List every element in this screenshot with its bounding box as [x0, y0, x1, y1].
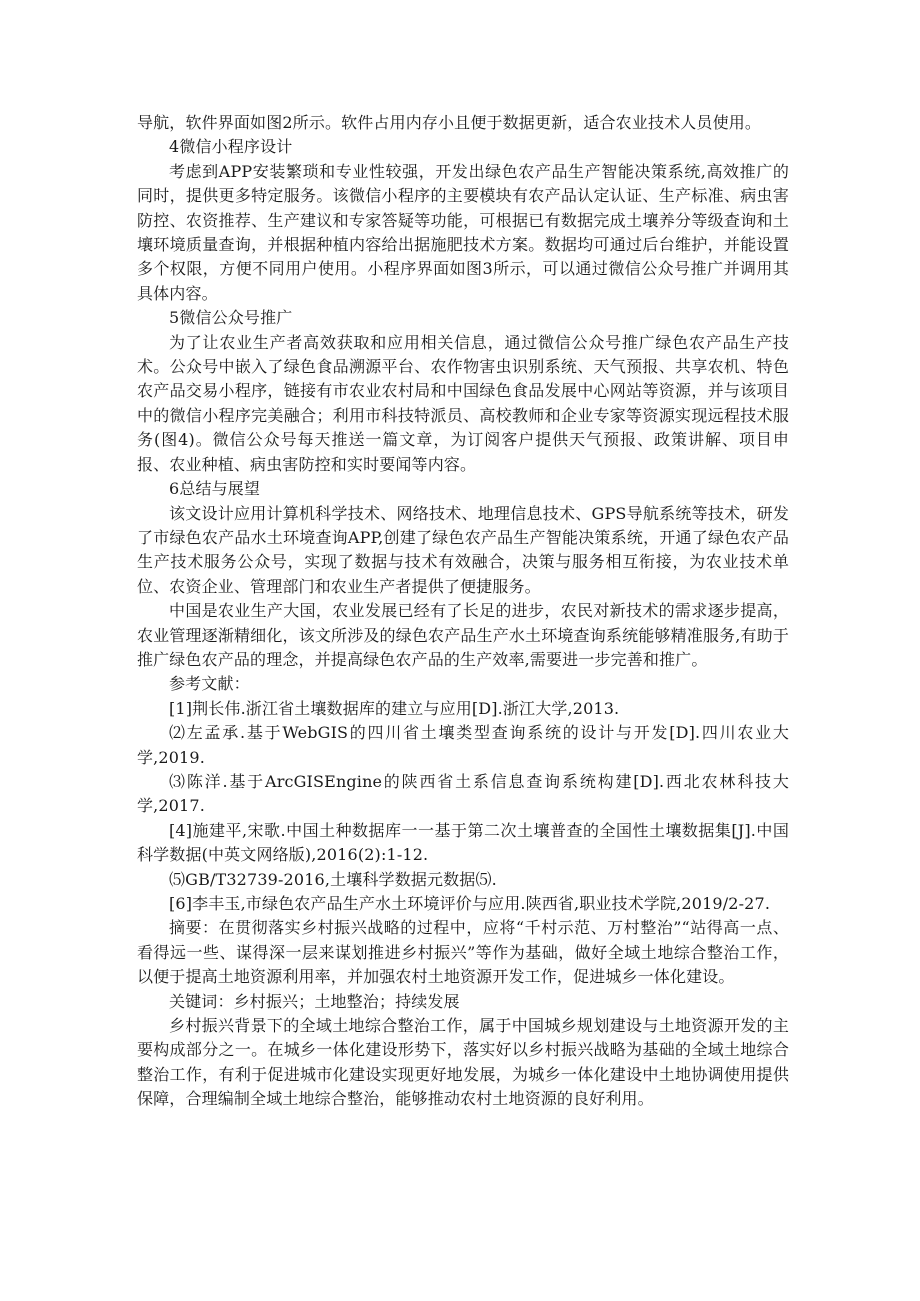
section-heading-5: 5微信公众号推广: [169, 308, 293, 328]
reference-item: ⑶陈洋.基于ArcGISEngine的陕西省土系信息查询系统构建[D].西北农林科技大学,2017.: [137, 771, 789, 816]
reference-item: ⑵左孟承.基于WebGIS的四川省土壤类型查询系统的设计与开发[D].四川农业大学,2019.: [137, 723, 789, 767]
paragraph: 该文设计应用计算机科学技术、网络技术、地理信息技术、GPS导航系统等技术，研发了市绿色农产品水土环境查询APP,创建了绿色农产品生产智能决策系统，开通了绿色农产品生产技术服务公众号，实现了数据与技术有效融合，决策与服务相互衔接，为农业技术单位、农资企业、管理部门和农业生产者提供了便捷服务。: [137, 503, 789, 596]
reference-item: [1]荆长伟.浙江省土壤数据库的建立与应用[D].浙江大学,2013.: [169, 698, 620, 718]
reference-item: [6]李丰玉,市绿色农产品生产水土环境评价与应用.陕西省,职业技术学院,2019/2-27.: [169, 894, 771, 913]
references-heading: 参考文献：: [169, 674, 250, 694]
paragraph: 中国是农业生产大国，农业发展已经有了长足的进步，农民对新技术的需求逐步提高，农业管理逐渐精细化，该文所涉及的绿色农产品生产水土环境查询系统能够精准服务,有助于推广绿色农产品的理念，并提高绿色农产品的生产效率,需要进一步完善和推广。: [137, 601, 789, 669]
paragraph: 考虑到APP安装繁琐和专业性较强，开发出绿色农产品生产智能决策系统,高效推广的同时，提供更多特定服务。该微信小程序的主要模块有农产品认定认证、生产标准、病虫害防控、农资推荐、生产建议和专家答疑等功能，可根据已有数据完成土壤养分等级查询和土壤环境质量查询，并根据种植内容给出据施肥技术方案。数据均可通过后台维护，并能设置多个权限，方便不同用户使用。小程序界面如图3所示，可以通过微信公众号推广并调用其具体内容。: [137, 161, 789, 303]
paragraph: 为了让农业生产者高效获取和应用相关信息，通过微信公众号推广绿色农产品生产技术。公众号中嵌入了绿色食品溯源平台、农作物害虫识别系统、天气预报、共享农机、特色农产品交易小程序，链接有市农业农村局和中国绿色食品发展中心网站等资源，并与该项目中的微信小程序完美融合；利用市科技特派员、高校教师和企业专家等资源实现远程技术服务(图4)。微信公众号每天推送一篇文章，为订阅客户提供天气预报、政策讲解、项目申报、农业种植、病虫害防控和实时要闻等内容。: [137, 332, 789, 474]
reference-item: [4]施建平,宋歌.中国土种数据库一一基于第二次土壤普查的全国性土壤数据集[J].中国科学数据(中英文网络版),2016(2):1-12.: [137, 820, 789, 865]
paragraph-continued: 导航，软件界面如图2所示。软件占用内存小且便于数据更新，适合农业技术人员使用。: [137, 113, 762, 132]
section-heading-6: 6总结与展望: [169, 479, 261, 499]
paragraph: 乡村振兴背景下的全域土地综合整治工作，属于中国城乡规划建设与土地资源开发的主要构成部分之一。在城乡一体化建设形势下，落实好以乡村振兴战略为基础的全域土地综合整治工作，有利于促进城市化建设实现更好地发展，为城乡一体化建设中土地协调使用提供保障，合理编制全域土地综合整治，能够推动农村土地资源的良好利用。: [137, 1016, 789, 1109]
document-body: [137, 111, 789, 1112]
section-heading-4: 4微信小程序设计: [169, 137, 293, 157]
reference-item: ⑸GB/T32739-2016,土壤科学数据元数据⑸.: [169, 869, 497, 889]
abstract-paragraph: 摘要：在贯彻落实乡村振兴战略的过程中，应将“千村示范、万村整治”“站得高一点、看得远一些、谋得深一层来谋划推进乡村振兴”等作为基础，做好全域土地综合整治工作，以便于提高土地资源利用率，并加强农村土地资源开发工作，促进城乡一体化建设。: [137, 918, 789, 987]
keywords-line: 关键词：乡村振兴；土地整治；持续发展: [169, 991, 460, 1011]
